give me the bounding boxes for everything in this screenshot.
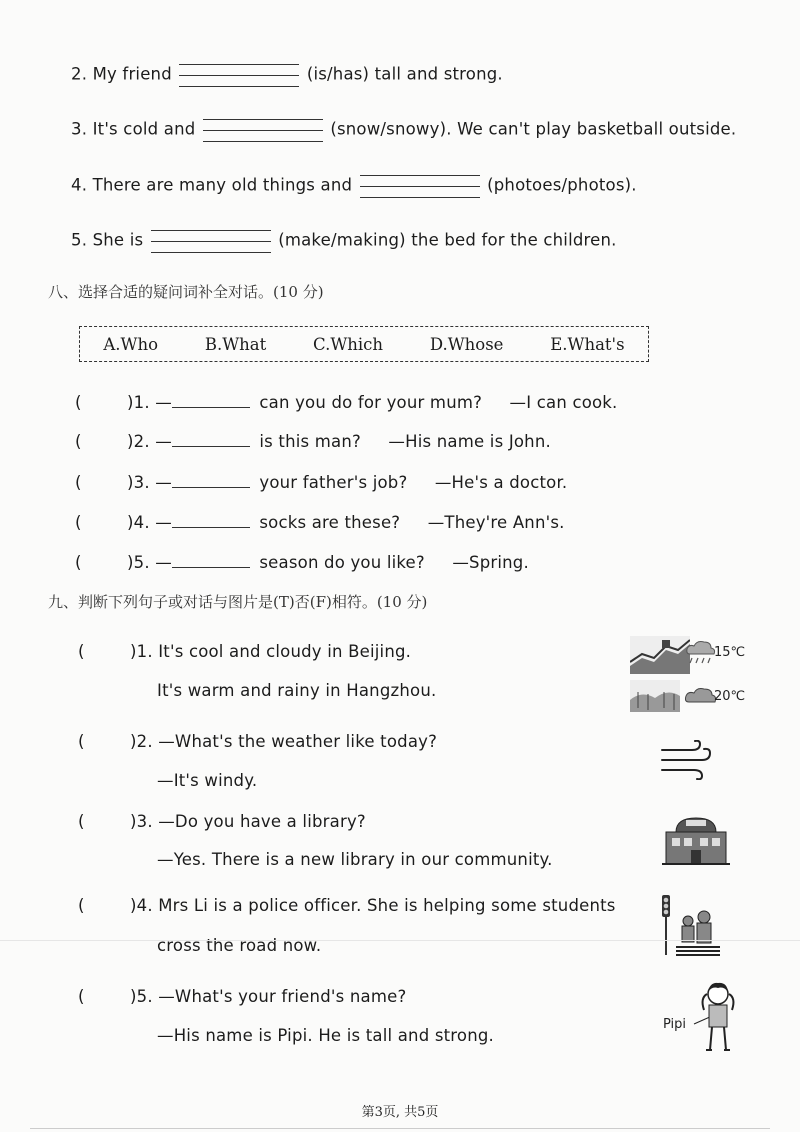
- section-8-title: 八、选择合适的疑问词补全对话。(10 分): [48, 283, 324, 301]
- options-box: [79, 326, 649, 362]
- option-a: A.Who: [103, 334, 159, 354]
- hangzhou-picture: [630, 680, 680, 712]
- fill-item-3: [71, 119, 736, 141]
- question-text: your father's job?: [259, 473, 408, 492]
- crossing-picture: [658, 893, 722, 959]
- sentence-start: 2. My friend: [71, 64, 172, 84]
- answer-paren[interactable]: (: [78, 812, 85, 831]
- answer-blank[interactable]: [172, 549, 250, 568]
- answer-paren[interactable]: (: [78, 896, 85, 915]
- temp-beijing: [712, 640, 758, 662]
- item-number: )5.: [130, 987, 153, 1006]
- sentence-end: (is/has) tall and strong.: [306, 64, 503, 84]
- item-number: )3. —: [127, 473, 172, 492]
- answer-paren[interactable]: (: [75, 513, 82, 532]
- section-9-title: 九、判断下列句子或对话与图片是(T)否(F)相符。(10 分): [48, 593, 428, 611]
- item-number: )1. —: [127, 393, 172, 412]
- question-text: socks are these?: [259, 513, 401, 532]
- sentence-start: 4. There are many old things and: [71, 175, 353, 195]
- q9-item-5-line1: [78, 987, 406, 1006]
- wind-icon: [660, 740, 714, 780]
- q8-item-4: [75, 509, 565, 532]
- library-picture: [660, 814, 732, 866]
- answer-paren[interactable]: (: [75, 553, 82, 572]
- item-number: )4. —: [127, 513, 172, 532]
- question-text: is this man?: [259, 432, 361, 451]
- answer-blank[interactable]: [360, 175, 480, 197]
- answer-text: —Spring.: [452, 553, 529, 572]
- q9-item-4-line1: [78, 896, 616, 915]
- q9-item-2-line1: [78, 732, 437, 751]
- great-wall-picture: [630, 636, 690, 674]
- scan-line: [0, 940, 800, 941]
- answer-blank[interactable]: [172, 389, 250, 408]
- q9-item-2-line2: —It's windy.: [157, 771, 258, 790]
- q9-item-3-line2: —Yes. There is a new library in our community.: [157, 850, 553, 869]
- sentence-end: (photoes/photos).: [487, 175, 637, 195]
- item-number: )5. —: [127, 553, 172, 572]
- q8-item-1: [75, 389, 618, 412]
- temp-label-1: 15℃: [714, 645, 746, 660]
- answer-text: —I can cook.: [509, 393, 618, 412]
- answer-paren[interactable]: (: [78, 987, 85, 1006]
- item-number: )2. —: [127, 432, 172, 451]
- option-d: D.Whose: [429, 334, 504, 354]
- answer-blank[interactable]: [179, 64, 299, 86]
- sentence-start: 5. She is: [71, 230, 144, 250]
- statement-text: —What's your friend's name?: [158, 987, 407, 1006]
- statement-text: It's cool and cloudy in Beijing.: [158, 642, 412, 661]
- answer-paren[interactable]: (: [75, 432, 82, 451]
- answer-paren[interactable]: (: [75, 473, 82, 492]
- option-b: B.What: [204, 334, 267, 354]
- option-e: E.What's: [550, 334, 625, 354]
- q9-item-1-line1: [78, 642, 411, 661]
- answer-paren[interactable]: (: [75, 393, 82, 412]
- answer-blank[interactable]: [203, 119, 323, 141]
- question-text: can you do for your mum?: [259, 393, 483, 412]
- answer-blank[interactable]: [172, 428, 250, 447]
- option-c: C.Which: [313, 334, 384, 354]
- answer-text: —His name is John.: [388, 432, 551, 451]
- q8-item-5: [75, 549, 529, 572]
- sentence-start: 3. It's cold and: [71, 119, 196, 139]
- answer-blank[interactable]: [151, 230, 271, 252]
- item-number: )1.: [130, 642, 153, 661]
- bottom-rule: [30, 1128, 770, 1129]
- statement-text: —Do you have a library?: [158, 812, 366, 831]
- fill-item-4: [71, 175, 637, 197]
- sentence-end: (make/making) the bed for the children.: [278, 230, 617, 250]
- q9-item-4-line2: cross the road now.: [157, 936, 322, 955]
- answer-paren[interactable]: (: [78, 732, 85, 751]
- pipi-picture: [660, 980, 744, 1056]
- temp-hangzhou: [712, 684, 758, 706]
- q8-item-2: [75, 428, 551, 451]
- statement-text: Mrs Li is a police officer. She is helping some students: [158, 896, 616, 915]
- answer-blank[interactable]: [172, 509, 250, 528]
- sentence-end: (snow/snowy). We can't play basketball outside.: [330, 119, 737, 139]
- answer-text: —He's a doctor.: [434, 473, 568, 492]
- item-number: )2.: [130, 732, 153, 751]
- answer-blank[interactable]: [172, 469, 250, 488]
- fill-item-2: [71, 64, 503, 86]
- q9-item-1-line2: It's warm and rainy in Hangzhou.: [157, 681, 437, 700]
- statement-text: —What's the weather like today?: [158, 732, 438, 751]
- answer-text: —They're Ann's.: [427, 513, 565, 532]
- page-footer: 第3页, 共5页: [361, 1105, 439, 1120]
- q9-item-5-line2: —His name is Pipi. He is tall and strong.: [157, 1026, 494, 1045]
- fill-item-5: [71, 230, 617, 252]
- temp-label-2: 20℃: [714, 689, 746, 704]
- pipi-label: Pipi: [663, 1017, 687, 1032]
- item-number: )3.: [130, 812, 153, 831]
- answer-paren[interactable]: (: [78, 642, 85, 661]
- question-text: season do you like?: [259, 553, 425, 572]
- q8-item-3: [75, 469, 567, 492]
- q9-item-3-line1: [78, 812, 366, 831]
- item-number: )4.: [130, 896, 153, 915]
